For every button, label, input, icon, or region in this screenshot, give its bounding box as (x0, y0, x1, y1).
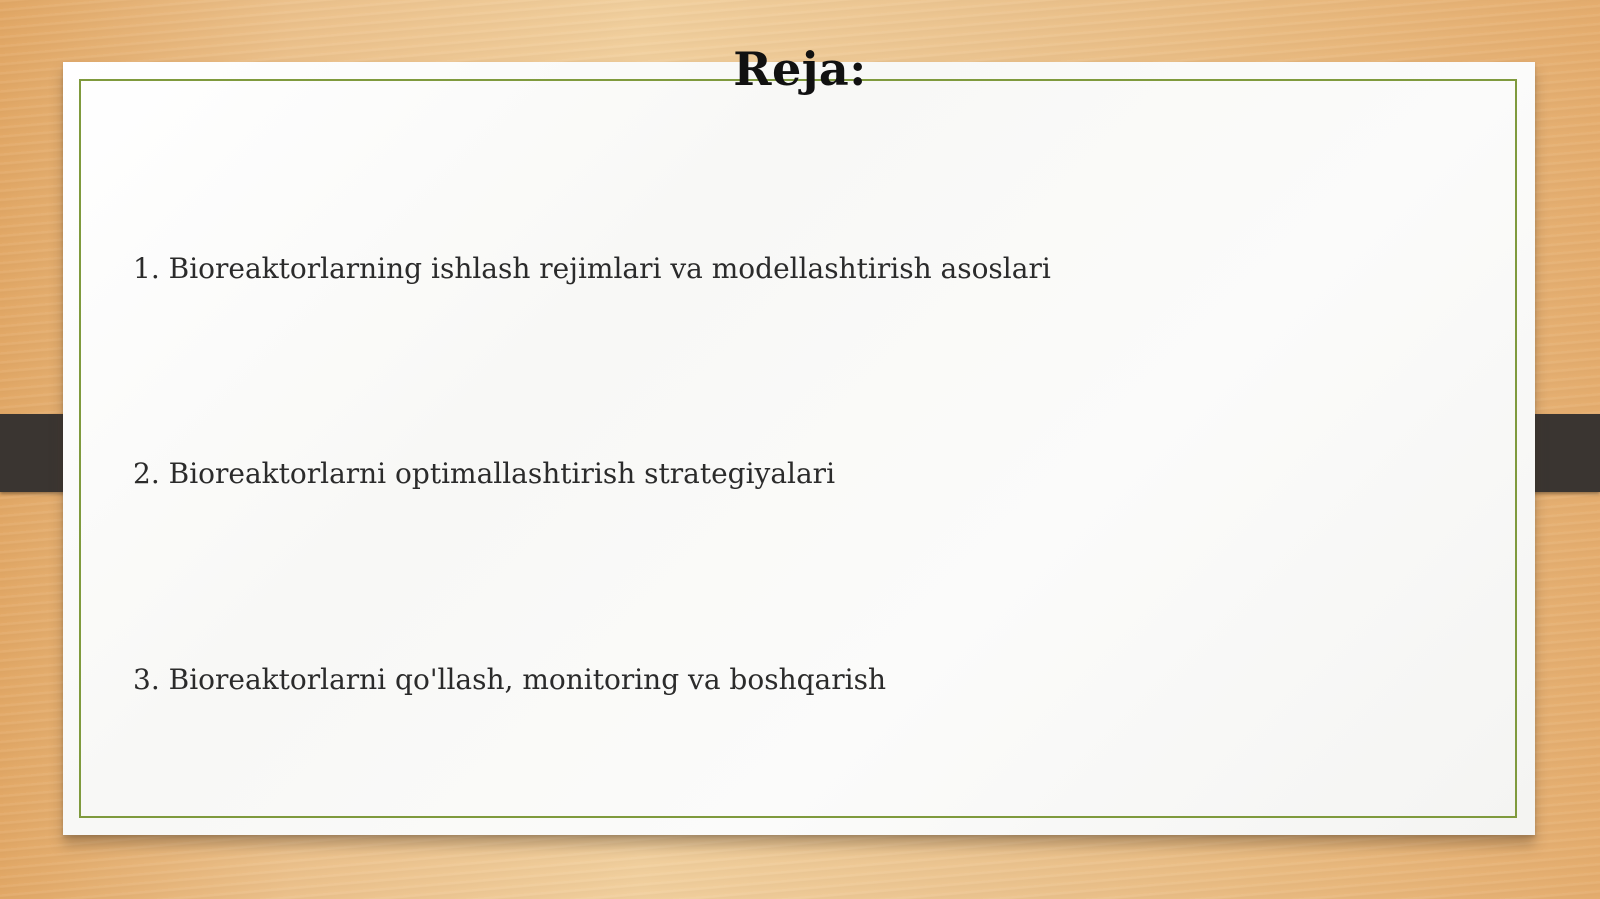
green-frame (79, 79, 1517, 818)
plan-item-2: 2. Bioreaktorlarni optimallashtirish strategiyalari (133, 457, 836, 490)
plan-item-3: 3. Bioreaktorlarni qo'llash, monitoring va boshqarish (133, 663, 886, 696)
slide-title: Reja: (733, 42, 867, 96)
plan-item-1: 1. Bioreaktorlarning ishlash rejimlari va modellashtirish asoslari (133, 252, 1051, 285)
